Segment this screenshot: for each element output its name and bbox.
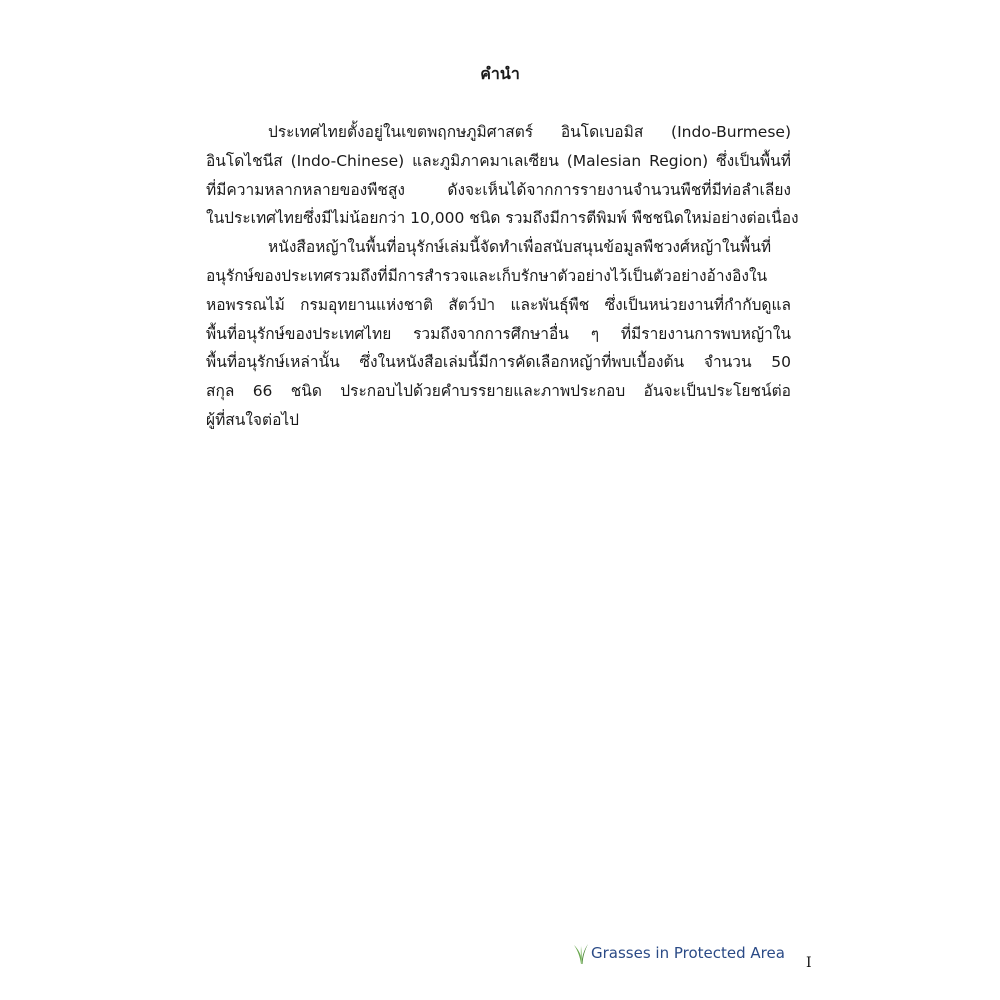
paragraph-2-line-5: พื้นที่อนุรักษ์เหล่านั้น ซึ่งในหนังสือเล่มนี้มีการคัดเลือกหญ้าที่พบเบื้องต้น จำนวน 50	[206, 353, 791, 372]
footer-title: Grasses in Protected Area	[591, 944, 785, 962]
paragraph-2-line-4: พื้นที่อนุรักษ์ของประเทศไทย รวมถึงจากการศึกษาอื่น ๆ ที่มีรายงานการพบหญ้าใน	[206, 324, 791, 343]
paragraph-1-line-4: ในประเทศไทยซึ่งมีไม่น้อยกว่า 10,000 ชนิด รวมถึงมีการตีพิมพ์ พืชชนิดใหม่อย่างต่อเนื่อง	[206, 209, 799, 228]
paragraph-2-line-2: อนุรักษ์ของประเทศรวมถึงที่มีการสำรวจและเก็บรักษาตัวอย่างไว้เป็นตัวอย่างอ้างอิงใน	[206, 266, 768, 285]
paragraph-2-line-7: ผู้ที่สนใจต่อไป	[206, 410, 300, 429]
body-text	[206, 118, 799, 435]
paragraph-1-line-2: อินโดไชนีส (Indo-Chinese) และภูมิภาคมาเลเซียน (Malesian Region) ซึ่งเป็นพื้นที่	[206, 151, 791, 170]
footer	[572, 940, 785, 966]
paragraph-2-line-3: หอพรรณไม้ กรมอุทยานแห่งชาติ สัตว์ป่า และพันธุ์พืช ซึ่งเป็นหน่วยงานที่กำกับดูแล	[206, 295, 791, 314]
paragraph-2-line-6: สกุล 66 ชนิด ประกอบไปด้วยคำบรรยายและภาพประกอบ อันจะเป็นประโยชน์ต่อ	[206, 382, 791, 401]
paragraph-1-line-1: ประเทศไทยตั้งอยู่ในเขตพฤกษภูมิศาสตร์ อินโดเบอมิส (Indo-Burmese)	[268, 123, 791, 141]
page-title: คำนำ	[480, 64, 520, 83]
paragraph-2-line-1: หนังสือหญ้าในพื้นที่อนุรักษ์เล่มนี้จัดทำเพื่อสนับสนุนข้อมูลพืชวงศ์หญ้าในพื้นที่	[268, 238, 772, 257]
grass-leaf-icon	[572, 941, 590, 965]
page-number: I	[806, 955, 812, 971]
paragraph-1-line-3: ที่มีความหลากหลายของพืชสูง ดังจะเห็นได้จากการรายงานจำนวนพืชที่มีท่อลำเลียง	[206, 180, 791, 199]
